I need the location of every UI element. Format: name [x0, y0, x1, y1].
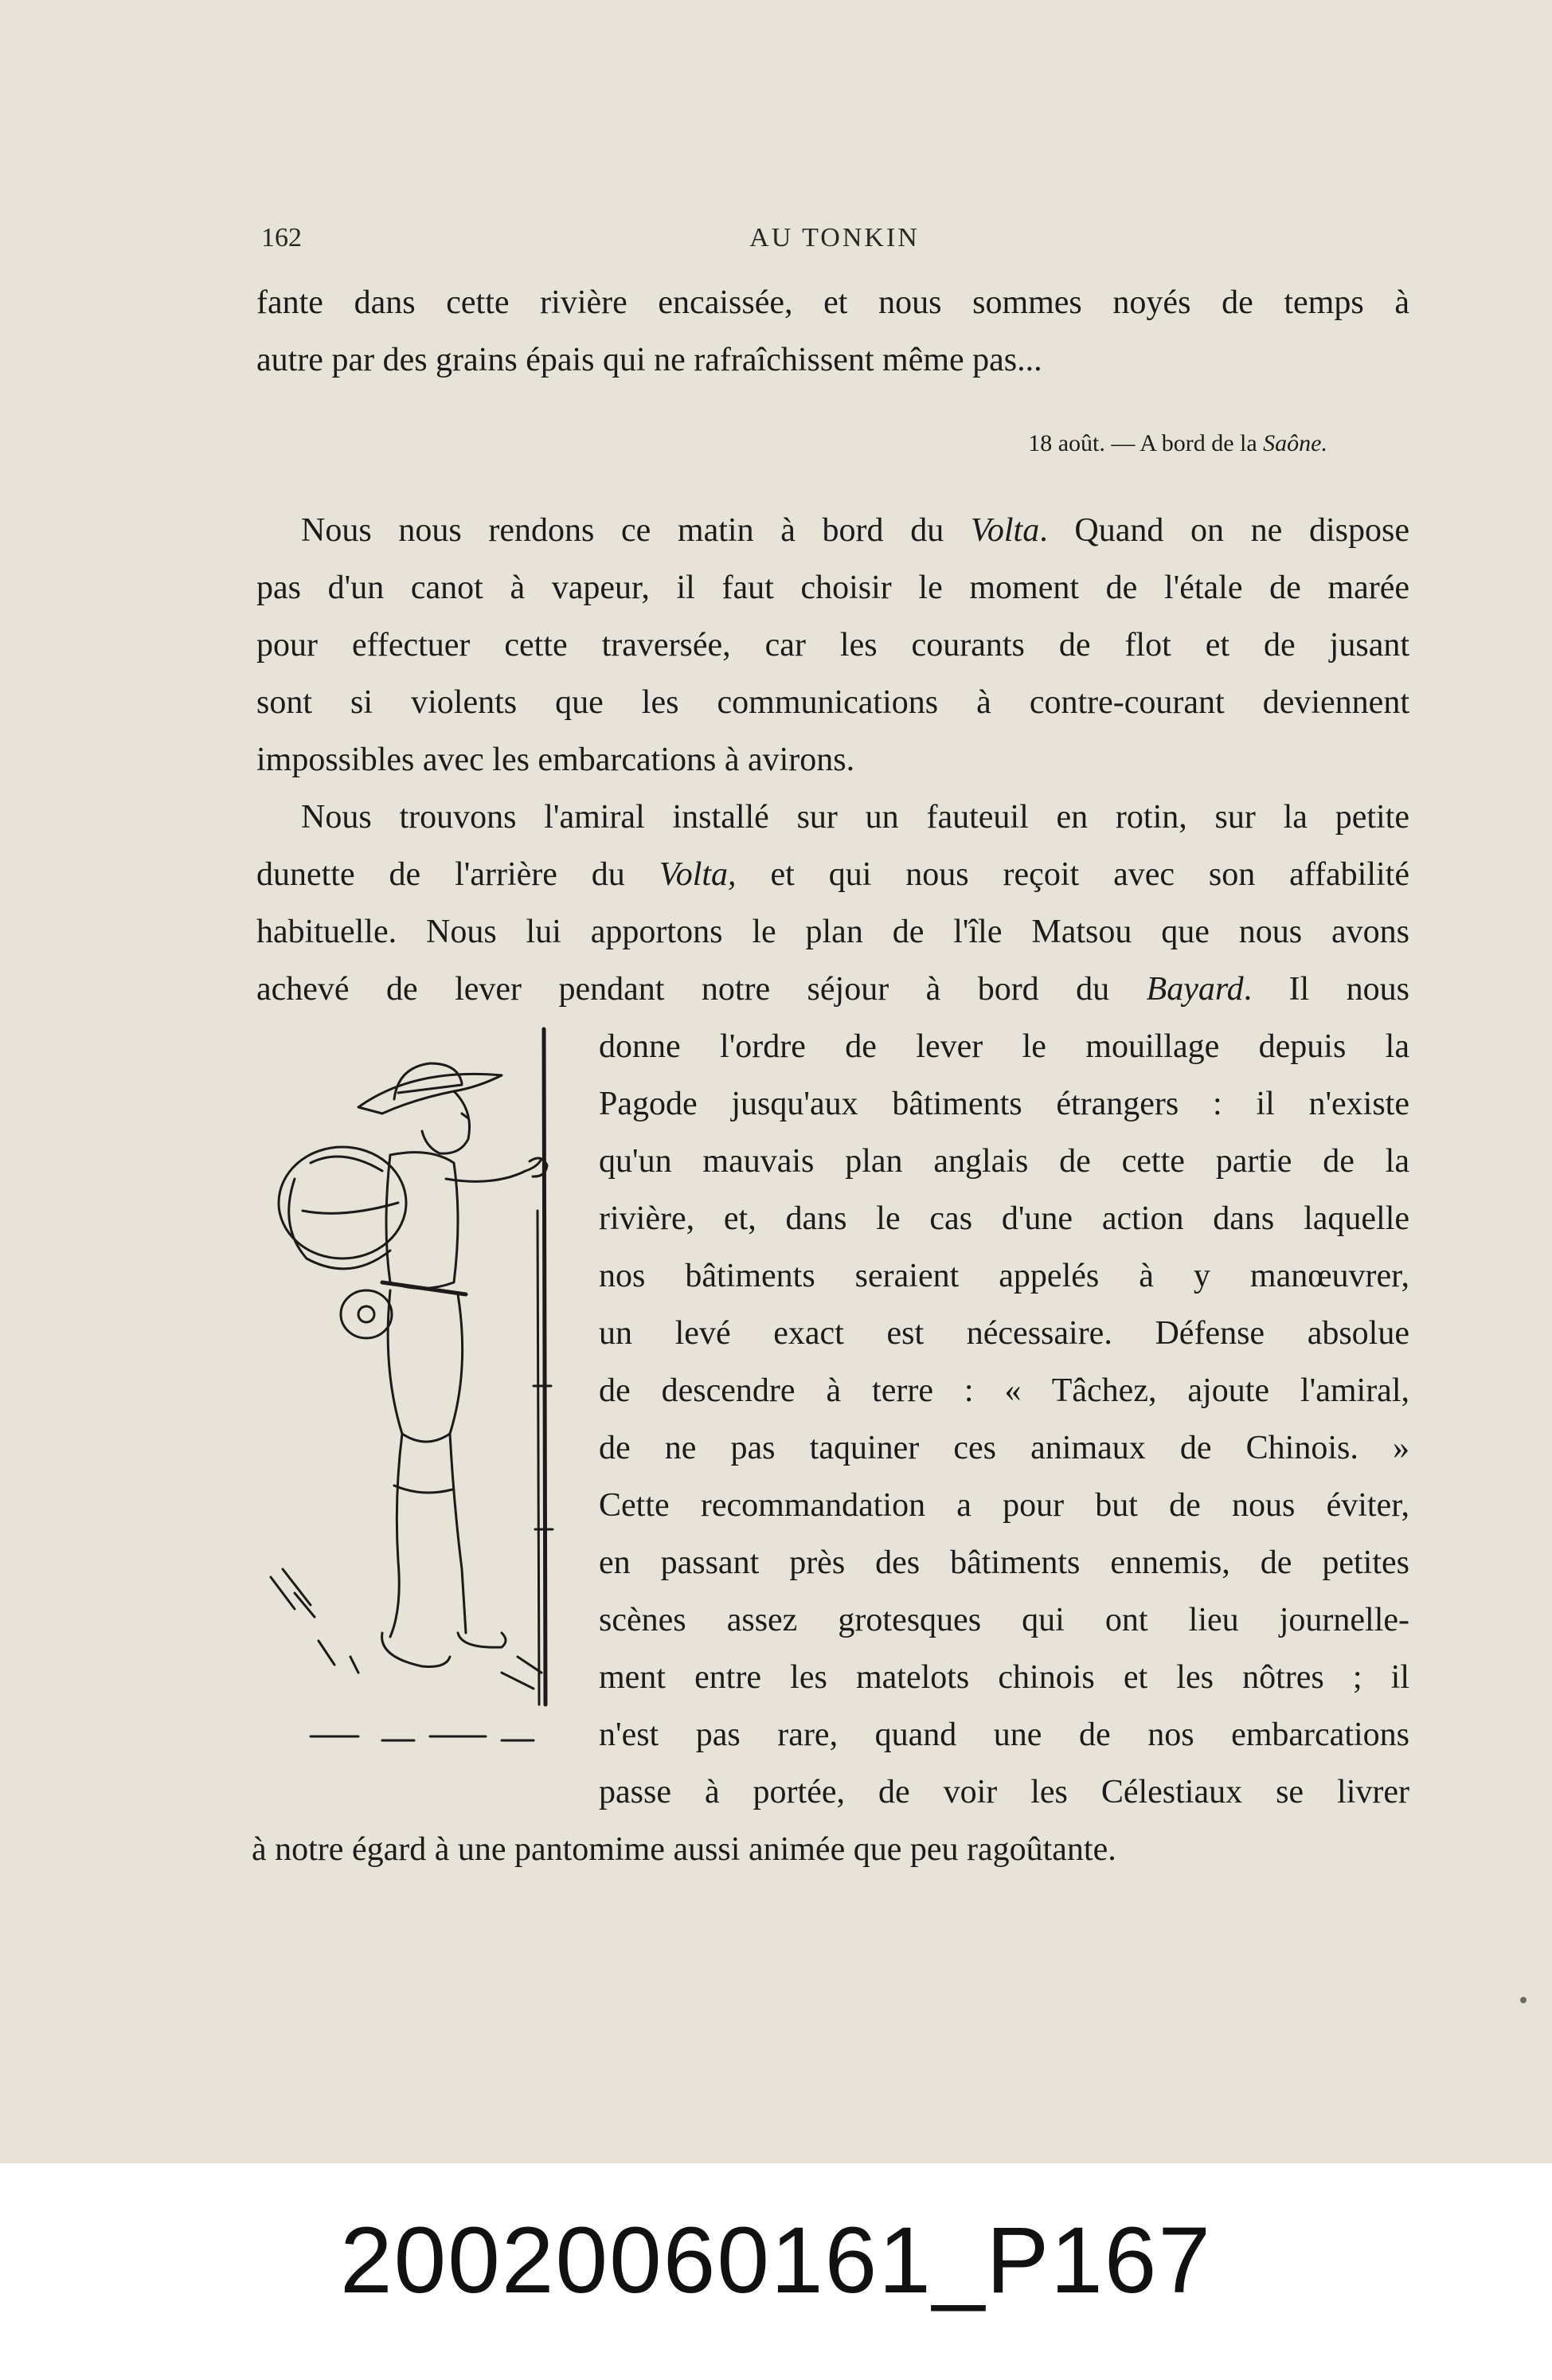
- text-span: . Quand on ne dispose: [1039, 512, 1409, 549]
- text-line: Cette recommandation a pour but de nous éviter,: [599, 1487, 1409, 1524]
- text-line: pour effectuer cette traversée, car les courants de flot et de jusant: [256, 627, 1409, 664]
- dateline-date: 18 août. — A bord de la: [1028, 430, 1264, 456]
- text-line: autre par des grains épais qui ne rafraîchissent même pas...: [256, 342, 1042, 378]
- text-line: [256, 961, 1409, 1018]
- ship-name: Bayard: [1146, 971, 1244, 1008]
- text-line: passe à portée, de voir les Célestiaux se livrer: [599, 1774, 1409, 1810]
- dateline: [1028, 430, 1327, 457]
- text-line: pas d'un canot à vapeur, il faut choisir le moment de l'étale de marée: [256, 570, 1409, 606]
- text-line: nos bâtiments seraient appelés à y manœuvrer,: [599, 1258, 1409, 1294]
- text-line: habituelle. Nous lui apportons le plan de l'île Matsou que nous avons: [256, 914, 1409, 950]
- dateline-ship: Saône.: [1263, 430, 1327, 456]
- text-line: de descendre à terre : « Tâchez, ajoute l'amiral,: [599, 1372, 1409, 1409]
- text-span: . Il nous: [1243, 971, 1410, 1008]
- text-line: [256, 846, 1409, 903]
- paragraph-amiral-wrapped: [599, 1018, 1409, 1821]
- text-line: de ne pas taquiner ces animaux de Chinois. »: [599, 1430, 1409, 1466]
- text-span: Nous nous rendons ce matin à bord du: [301, 512, 971, 549]
- ship-name: Volta: [970, 512, 1040, 549]
- soldier-with-rifle-engraving: [263, 1020, 581, 1776]
- text-line: impossibles avec les embarcations à avirons.: [256, 742, 855, 778]
- paragraph-volta: [256, 502, 1409, 789]
- running-title: AU TONKIN: [749, 223, 920, 252]
- ship-name: Volta,: [659, 856, 737, 893]
- text-line: Pagode jusqu'aux bâtiments étrangers : il n'existe: [599, 1086, 1409, 1122]
- text-line: un levé exact est nécessaire. Défense absolue: [599, 1315, 1409, 1352]
- paragraph-amiral-end: [252, 1821, 1409, 1878]
- text-span: achevé de lever pendant notre séjour à bord du: [256, 971, 1147, 1008]
- paragraph-continuation: [256, 274, 1409, 389]
- text-line: à notre égard à une pantomime aussi animée que peu ragoûtante.: [252, 1831, 1116, 1868]
- paper-speck-icon: [1519, 1995, 1528, 2005]
- text-span: dunette de l'arrière du: [256, 856, 659, 893]
- paragraph-amiral: [256, 789, 1409, 1018]
- reference-code: 20020060161_P167: [339, 2208, 1213, 2313]
- text-line: n'est pas rare, quand une de nos embarcations: [599, 1716, 1409, 1753]
- text-line: en passant près des bâtiments ennemis, de petites: [599, 1544, 1409, 1581]
- text-line: Nous trouvons l'amiral installé sur un fauteuil en rotin, sur la petite: [301, 799, 1409, 836]
- text-line: fante dans cette rivière encaissée, et nous sommes noyés de temps à: [256, 284, 1409, 321]
- text-span: et qui nous reçoit avec son affabilité: [736, 856, 1409, 893]
- page-number: 162: [261, 223, 302, 252]
- text-line: ment entre les matelots chinois et les nôtres ; il: [599, 1659, 1409, 1696]
- text-line: donne l'ordre de lever le mouillage depuis la: [599, 1028, 1409, 1065]
- text-line: scènes assez grotesques qui ont lieu journelle-: [599, 1602, 1409, 1638]
- page-header: [261, 223, 1408, 255]
- text-line: sont si violents que les communications à contre-courant deviennent: [256, 684, 1409, 721]
- text-line: qu'un mauvais plan anglais de cette partie de la: [599, 1143, 1409, 1180]
- text-line: [256, 502, 1409, 559]
- text-line: rivière, et, dans le cas d'une action dans laquelle: [599, 1200, 1409, 1237]
